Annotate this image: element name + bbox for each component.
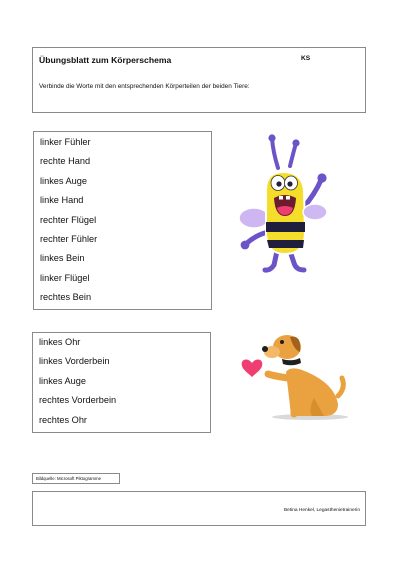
image-source-text: Bildquelle: Microsoft Piktogramme bbox=[36, 476, 101, 481]
worksheet-title: Übungsblatt zum Körperschema bbox=[39, 55, 172, 65]
bee-word-list bbox=[33, 131, 212, 310]
list-item: linkes Bein bbox=[40, 253, 85, 264]
list-item: linke Hand bbox=[40, 195, 84, 206]
list-item: linker Flügel bbox=[40, 272, 90, 283]
bee-illustration bbox=[233, 132, 333, 278]
worksheet-footer bbox=[32, 491, 366, 526]
list-item: linkes Ohr bbox=[39, 337, 81, 347]
author-initials: KS bbox=[301, 55, 311, 62]
list-item: rechtes Vorderbein bbox=[39, 395, 117, 406]
instruction-text: Verbinde die Worte mit den entsprechenden Körperteilen der beiden Tiere: bbox=[39, 83, 250, 90]
dog-illustration bbox=[238, 326, 348, 422]
list-item: linkes Vorderbein bbox=[39, 356, 110, 367]
dog-word-list bbox=[32, 332, 211, 433]
list-item: linkes Auge bbox=[40, 175, 87, 186]
list-item: linkes Auge bbox=[39, 375, 86, 386]
list-item: rechter Fühler bbox=[40, 233, 98, 244]
list-item: rechte Hand bbox=[40, 156, 91, 167]
heart-icon bbox=[242, 359, 263, 377]
author-credit: Betina Henkel, Legasthenietrainerin bbox=[283, 508, 360, 513]
list-item: rechtes Bein bbox=[40, 292, 92, 303]
worksheet-header bbox=[32, 47, 366, 113]
list-item: linker Fühler bbox=[40, 137, 91, 147]
image-source-box bbox=[32, 473, 120, 484]
list-item: rechter Flügel bbox=[40, 214, 97, 225]
list-item: rechtes Ohr bbox=[39, 414, 87, 425]
